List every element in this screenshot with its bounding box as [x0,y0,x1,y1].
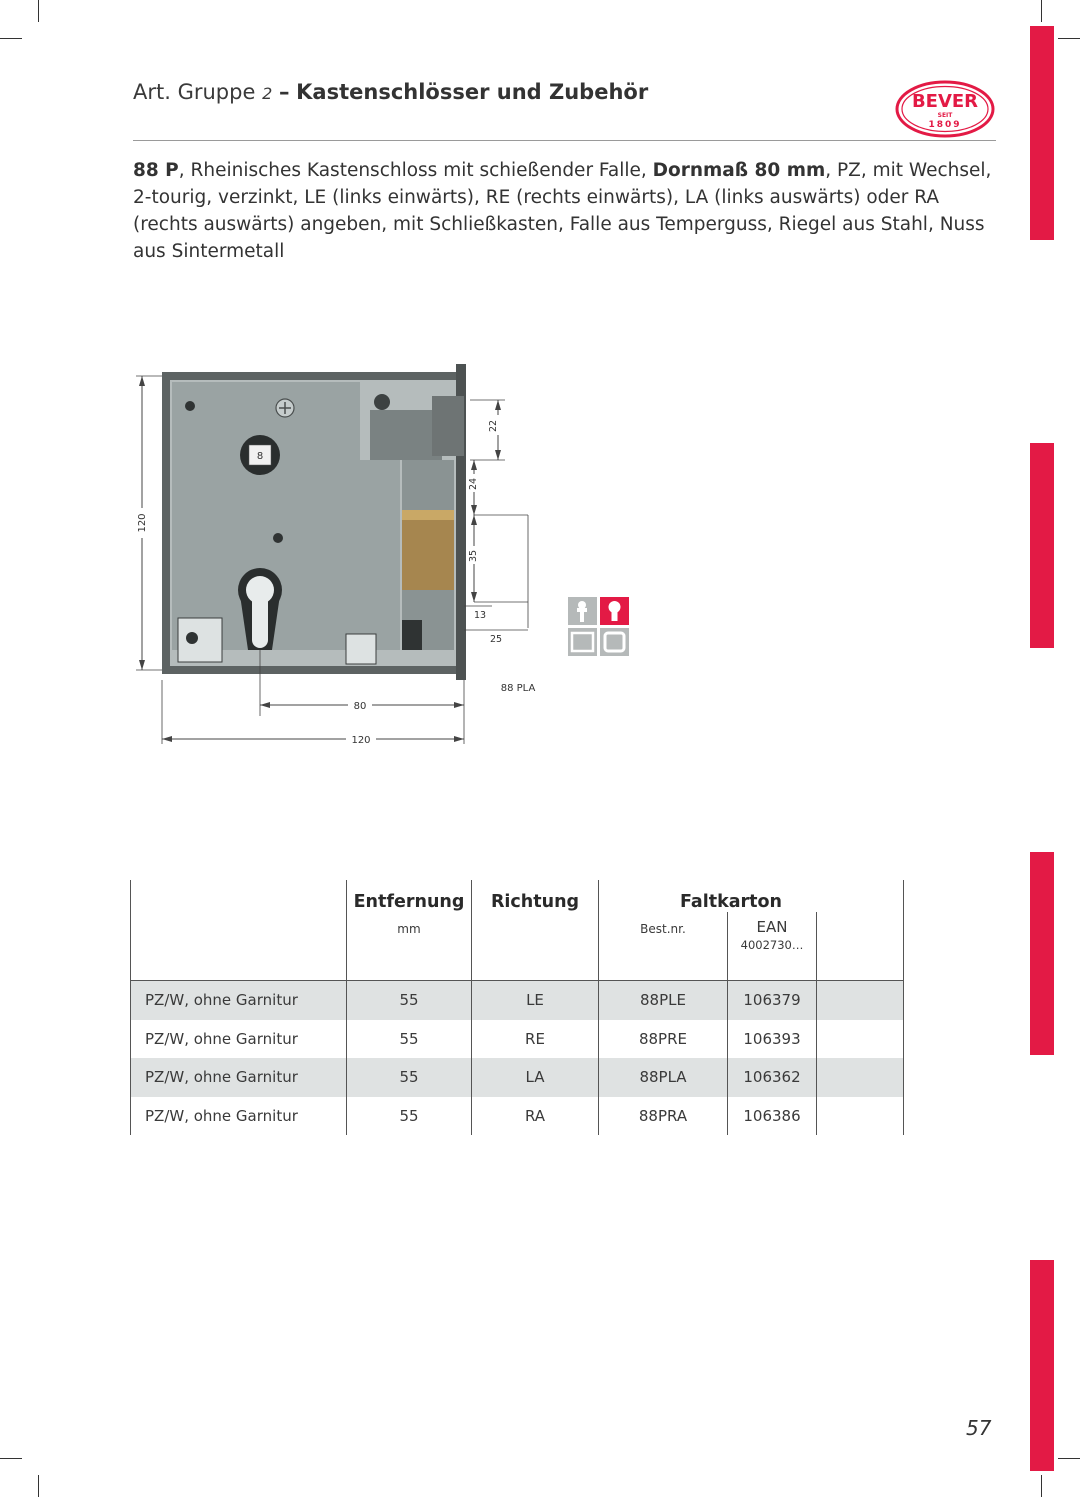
row-extra [817,1058,904,1097]
handle-pictogram-icon [568,597,597,625]
header-prefix: Art. Gruppe [133,80,256,104]
dim-spindle-8: 8 [256,451,264,462]
row-bestnr: 88PRA [599,1097,728,1136]
header-divider [133,140,996,141]
row-description: PZ/W, ohne Garnitur [131,1097,347,1136]
row-description: PZ/W, ohne Garnitur [131,1058,347,1097]
header-faltkarton: Faltkarton [599,880,904,912]
figure-caption: 88 PLA [500,683,536,694]
page-number: 57 [966,1416,992,1440]
register-tab [1030,852,1054,1055]
crop-mark [1058,38,1080,39]
row-extra [817,1020,904,1059]
description-part1: , Rheinisches Kastenschloss mit schießender Falle, [178,160,653,181]
row-distance: 55 [347,1058,472,1097]
crop-mark [1058,1458,1080,1459]
row-description: PZ/W, ohne Garnitur [131,1020,347,1059]
product-description [133,157,1003,265]
row-direction: RA [472,1097,599,1136]
row-direction: LE [472,981,599,1020]
crop-mark [0,38,22,39]
row-distance: 55 [347,981,472,1020]
dornmass: Dornmaß 80 mm [652,160,826,181]
logo-brand: BEVER [911,91,979,112]
register-tab [1030,1260,1054,1471]
subheader-ean-cell [728,912,817,981]
cylinder-pictogram-icon [600,597,629,625]
subheader-ean: EAN [756,918,788,936]
dim-24: 24 [468,477,479,491]
model-number: 88 P [133,160,179,181]
dim-width-120: 120 [351,735,371,746]
dim-35: 35 [468,549,479,563]
table-row [131,1058,904,1097]
subheader-direction-blank [472,912,599,981]
table-row [131,981,904,1020]
crop-mark [38,1475,39,1497]
table-subheader-row [131,912,904,981]
dim-25: 25 [489,634,503,645]
specifications-table [130,880,904,1135]
crop-mark [1041,0,1042,22]
register-tab [1030,26,1054,240]
row-distance: 55 [347,1020,472,1059]
header-blank [131,880,347,912]
subheader-bestnr: Best.nr. [640,922,686,936]
row-description: PZ/W, ohne Garnitur [131,981,347,1020]
subheader-unit: mm [347,912,472,981]
dim-height-120: 120 [137,513,148,533]
table-row [131,1020,904,1059]
crop-mark [1041,1475,1042,1497]
dim-22: 22 [488,419,499,433]
subheader-extra-blank [817,912,904,981]
row-ean: 106393 [728,1020,817,1059]
header-entfernung: Entfernung [347,880,472,912]
header-title: Kastenschlösser und Zubehör [296,80,649,104]
row-ean: 106379 [728,981,817,1020]
subheader-ean-prefix: 4002730… [740,938,804,952]
row-ean: 106386 [728,1097,817,1136]
row-distance: 55 [347,1097,472,1136]
table-row [131,1097,904,1136]
row-bestnr: 88PRE [599,1020,728,1059]
row-extra [817,981,904,1020]
logo-year: 1809 [928,120,962,130]
row-bestnr: 88PLA [599,1058,728,1097]
row-direction: RE [472,1020,599,1059]
row-direction: LA [472,1058,599,1097]
section-header [133,80,648,104]
dim-80: 80 [353,701,367,712]
subheader-blank [131,912,347,981]
feature-pictograms [568,597,630,657]
header-group-number: 2 [262,84,273,103]
square-pictogram-icon [600,628,629,656]
header-dash: – [278,80,290,104]
register-tab [1030,443,1054,648]
logo-seit: SEIT [937,112,953,119]
description-part2: , PZ, mit Wechsel, 2-tourig, verzinkt, LE (links einwärts), RE (rechts einwärts), LA (links auswärts) oder RA (rechts auswärts) angeben, mit Schließkasten, Falle aus Temperguss, Riegel aus Stahl, Nuss aus Sintermetall [133,160,992,262]
row-extra [817,1097,904,1136]
row-bestnr: 88PLE [599,981,728,1020]
box-lock-pictogram-icon [568,628,597,656]
header-richtung: Richtung [472,880,599,912]
crop-mark [38,0,39,22]
bever-logo [895,80,995,138]
table-header-row [131,880,904,912]
dim-13: 13 [473,610,487,621]
row-ean: 106362 [728,1058,817,1097]
lock-technical-drawing [120,350,660,760]
crop-mark [0,1458,22,1459]
